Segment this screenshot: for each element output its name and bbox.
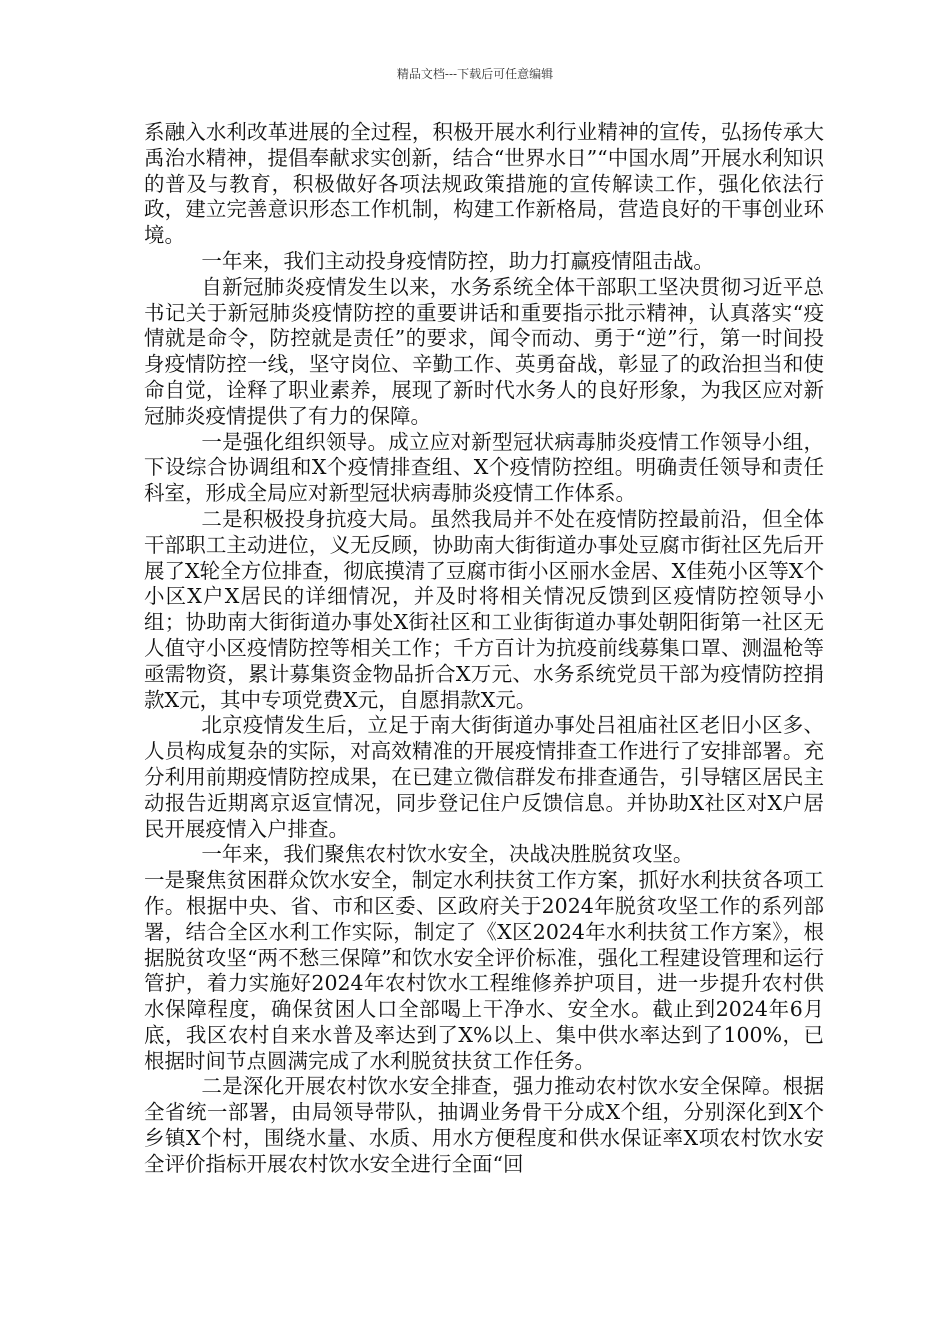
document-body: [144, 120, 824, 1178]
paragraph: 二是积极投身抗疫大局。虽然我局并不处在疫情防控最前沿，但全体干部职工主动进位，义无反顾，协助南大街街道办事处豆腐市街社区先后开展了X轮全方位排查，彻底摸清了豆腐市街小区丽水金居、X佳苑小区等X个小区X户X居民的详细情况，并及时将相关情况反馈到区疫情防控领导小组；协助南大街街道办事处X街社区和工业街街道办事处朝阳街第一社区无人值守小区疫情防控等相关工作；千方百计为抗疫前线募集口罩、测温枪等亟需物资，累计募集资金物品折合X万元、水务系统党员干部为疫情防控捐款X元，其中专项党费X元，自愿捐款X元。: [144, 506, 824, 712]
paragraph: 自新冠肺炎疫情发生以来，水务系统全体干部职工坚决贯彻习近平总书记关于新冠肺炎疫情防控的重要讲话和重要指示批示精神，认真落实“疫情就是命令，防控就是责任”的要求，闻令而动、勇于“逆”行，第一时间投身疫情防控一线，坚守岗位、辛勤工作、英勇奋战，彰显了的政治担当和使命自觉，诠释了职业素养，展现了新时代水务人的良好形象，为我区应对新冠肺炎疫情提供了有力的保障。: [144, 274, 824, 428]
paragraph: 一是强化组织领导。成立应对新型冠状病毒肺炎疫情工作领导小组，下设综合协调组和X个疫情排查组、X个疫情防控组。明确责任领导和责任科室，形成全局应对新型冠状病毒肺炎疫情工作体系。: [144, 429, 824, 506]
paragraph: 一年来，我们聚焦农村饮水安全，决战决胜脱贫攻坚。: [201, 842, 694, 867]
paragraph: 系融入水利改革进展的全过程，积极开展水利行业精神的宣传，弘扬传承大禹治水精神，提倡奉献求实创新，结合“世界水日”“中国水周”开展水利知识的普及与教育，积极做好各项法规政策措施的宣传解读工作，强化依法行政，建立完善意识形态工作机制，构建工作新格局，营造良好的干事创业环境。: [144, 120, 824, 248]
paragraph: 一是聚焦贫困群众饮水安全，制定水利扶贫工作方案，抓好水利扶贫各项工作。根据中央、省、市和区委、区政府关于2024年脱贫攻坚工作的系列部署，结合全区水利工作实际，制定了《X区2024年水利扶贫工作方案》，根据脱贫攻坚“两不愁三保障”和饮水安全评价标准，强化工程建设管理和运行管护，着力实施好2024年农村饮水工程维修养护项目，进一步提升农村供水保障程度，确保贫困人口全部喝上干净水、安全水。截止到2024年6月底，我区农村自来水普及率达到了X%以上、集中供水率达到了100%，已根据时间节点圆满完成了水利脱贫扶贫工作任务。: [144, 868, 824, 1073]
paragraph: 二是深化开展农村饮水安全排查，强力推动农村饮水安全保障。根据全省统一部署，由局领导带队，抽调业务骨干分成X个组，分别深化到X个乡镇X个村，围绕水量、水质、用水方便程度和供水保证率X项农村饮水安全评价指标开展农村饮水安全进行全面“回: [144, 1074, 824, 1176]
page-header: 精品文档---下载后可任意编辑: [396, 67, 554, 81]
paragraph: 北京疫情发生后，立足于南大街街道办事处吕祖庙社区老旧小区多、人员构成复杂的实际，对高效精准的开展疫情排查工作进行了安排部署。充分利用前期疫情防控成果，在已建立微信群发布排查通告，引导辖区居民主动报告近期离京返宣情况，同步登记住户反馈信息。并协助X社区对X户居民开展疫情入户排查。: [144, 713, 824, 841]
paragraph: 一年来，我们主动投身疫情防控，助力打赢疫情阻击战。: [201, 248, 714, 273]
